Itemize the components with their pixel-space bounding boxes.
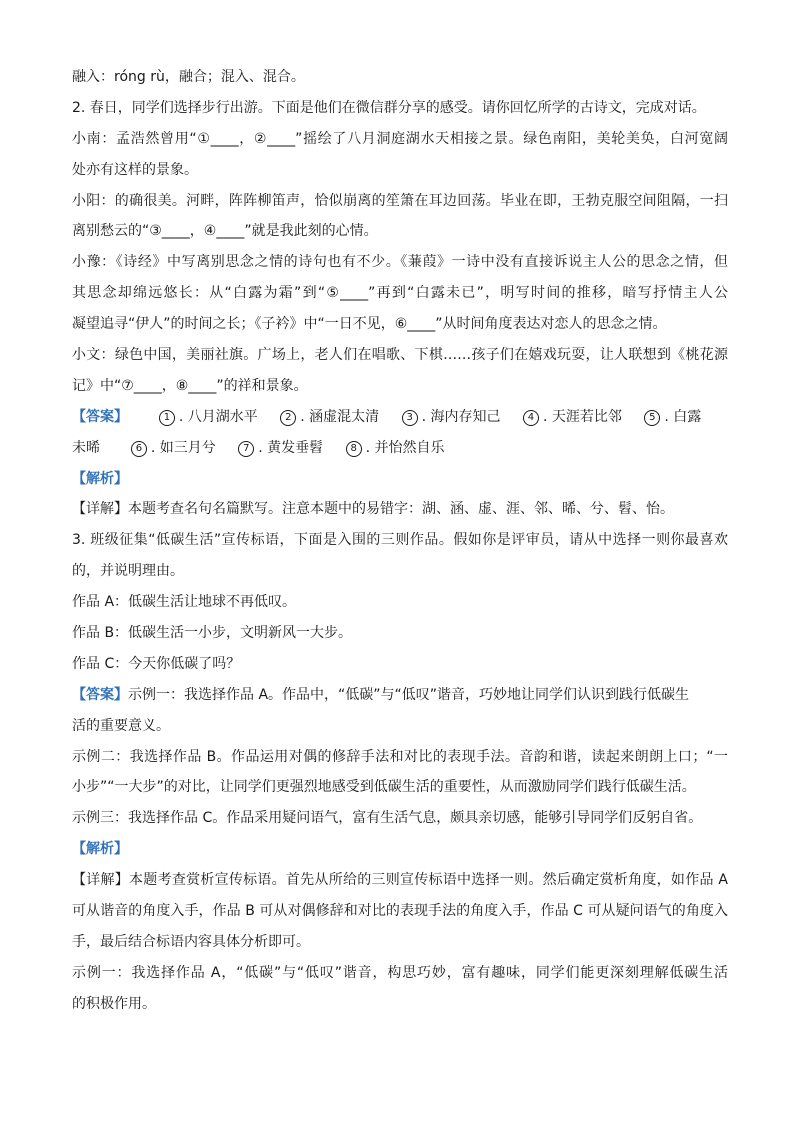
answer-text: 示例一：我选择作品 A。作品中，“低碳”与“低叹”谐音，巧妙地让同学们认识到践行低碳生 <box>128 686 690 703</box>
answer-text: . 并怡然自乐 <box>365 439 445 456</box>
answer-text: . 天涯若比邻 <box>542 408 622 425</box>
answer-line <box>72 680 728 711</box>
text-line: 小阳：的确很美。河畔，阵阵柳笛声，恰似崩离的笙箫在耳边回荡。毕业在即，王勃克服空间阻隔，一扫 <box>72 192 728 209</box>
question-3-stem: 3. 班级征集“低碳生活”宣传标语，下面是入围的三则作品。假如你是评审员，请从中选择一则你最喜欢 <box>72 532 728 549</box>
circled-number: 6 <box>131 441 147 457</box>
analysis-line <box>72 464 728 495</box>
text-line: 示例三：我选择作品 C。作品采用疑问语气，富有生活气息，颇具亲切感，能够引导同学们反躬自省。 <box>72 810 703 827</box>
document-page <box>72 62 728 1020</box>
detail-line <box>72 494 728 525</box>
answer-item <box>280 402 379 433</box>
circled-number: 3 <box>402 410 418 426</box>
answer-tag: 【答案】 <box>72 686 128 703</box>
text-line: 的积极作用。 <box>72 995 156 1012</box>
detail-text: 本题考查名句名篇默写。注意本题中的易错字：湖、涵、虚、涯、邻、晞、兮、髫、怡。 <box>128 501 674 518</box>
text-line: 示例二：我选择作品 B。作品运用对偶的修辞手法和对比的表现手法。音韵和谐，读起来朗朗上口；“一 <box>72 748 728 765</box>
analysis-tag: 【解析】 <box>72 841 128 858</box>
detail-tag: 【详解】 <box>72 501 128 518</box>
detail-text: 本题考查赏析宣传标语。首先从所给的三则宣传标语中选择一则。然后确定赏析角度，如作品 A <box>129 872 728 889</box>
answer-item <box>402 402 501 433</box>
text-line: 活的重要意义。 <box>72 717 170 734</box>
circled-number: 2 <box>280 410 296 426</box>
answer-tag: 【答案】 <box>72 408 128 425</box>
text-line: 示例一：我选择作品 A，“低碳”与“低叹”谐音，构思巧妙，富有趣味，同学们能更深刻理解低碳生活 <box>72 964 728 981</box>
text-line: 可从谐音的角度入手，作品 B 可从对偶修辞和对比的表现手法的角度入手，作品 C 可从疑问语气的角度入 <box>72 903 728 920</box>
analysis-tag: 【解析】 <box>72 470 128 487</box>
text-line: 融入：róng rù，融合；混入、混合。 <box>72 69 305 85</box>
work-a: 作品 A：低碳生活让地球不再低叹。 <box>72 594 297 611</box>
text-line: 其思念却绵远悠长：从“白露为霜”到“⑤____”再到“白露未已”，明写时间的推移，暗写抒情主人公 <box>72 285 728 302</box>
text-line: 凝望追寻“伊人”的时间之长；《子衿》中“一日不见，⑥____”从时间角度表达对恋人的思念之情。 <box>72 316 667 333</box>
answer-text: . 海内存知己 <box>421 408 501 425</box>
answer-text: . 如三月兮 <box>150 439 216 456</box>
answer-item <box>131 433 216 464</box>
circled-number: 1 <box>159 410 175 426</box>
text-line: 小文：绿色中国，美丽社旗。广场上，老人们在唱歌、下棋……孩子们在嬉戏玩耍，让人联想到《桃花源 <box>72 347 728 364</box>
answer-item <box>346 433 445 464</box>
answer-line <box>72 433 728 464</box>
circled-number: 4 <box>523 410 539 426</box>
text-line: 处亦有这样的景象。 <box>72 161 198 178</box>
detail-line <box>72 865 728 896</box>
work-c: 作品 C：今天你低碳了吗？ <box>72 655 241 672</box>
text-line: 手，最后结合标语内容具体分析即可。 <box>72 933 310 950</box>
answer-text: . 白露 <box>664 408 702 425</box>
answer-text: . 黄发垂髫 <box>258 439 324 456</box>
text-line: 离别愁云的“③____，④____”就是我此刻的心情。 <box>72 223 378 240</box>
detail-tag: 【详解】 <box>72 872 130 889</box>
circled-number: 8 <box>346 441 362 457</box>
answer-item <box>159 402 258 433</box>
question-2-stem: 2. 春日，同学们选择步行出游。下面是他们在微信群分享的感受。请你回忆所学的古诗文，完成对话。 <box>72 99 706 116</box>
text-line: 小豫：《诗经》中写离别思念之情的诗句也有不少。《蒹葭》一诗中没有直接诉说主人公的思念之情，但 <box>72 254 728 271</box>
answer-item <box>238 433 323 464</box>
analysis-line <box>72 834 728 865</box>
answer-text: . 八月湖水平 <box>178 408 258 425</box>
text-line: 记》中“⑦____，⑧____”的祥和景象。 <box>72 377 308 394</box>
text-line: 小南：孟浩然曾用“①____，②____”摇绘了八月洞庭湖水天相接之景。绿色南阳，美轮美奂，白河宽阔 <box>72 130 728 147</box>
answer-text: 未晞 <box>72 439 100 456</box>
answer-text: . 涵虚混太清 <box>300 408 380 425</box>
answer-item <box>523 402 622 433</box>
text-line: 小步”“一大步”的对比，让同学们更强烈地感受到低碳生活的重要性，从而激励同学们践行低碳生活。 <box>72 779 696 796</box>
circled-number: 5 <box>644 410 660 426</box>
answer-line <box>72 402 728 433</box>
circled-number: 7 <box>238 441 254 457</box>
work-b: 作品 B：低碳生活一小步，文明新风一大步。 <box>72 625 353 642</box>
answer-item <box>644 402 701 433</box>
text-line: 的，并说明理由。 <box>72 563 184 580</box>
